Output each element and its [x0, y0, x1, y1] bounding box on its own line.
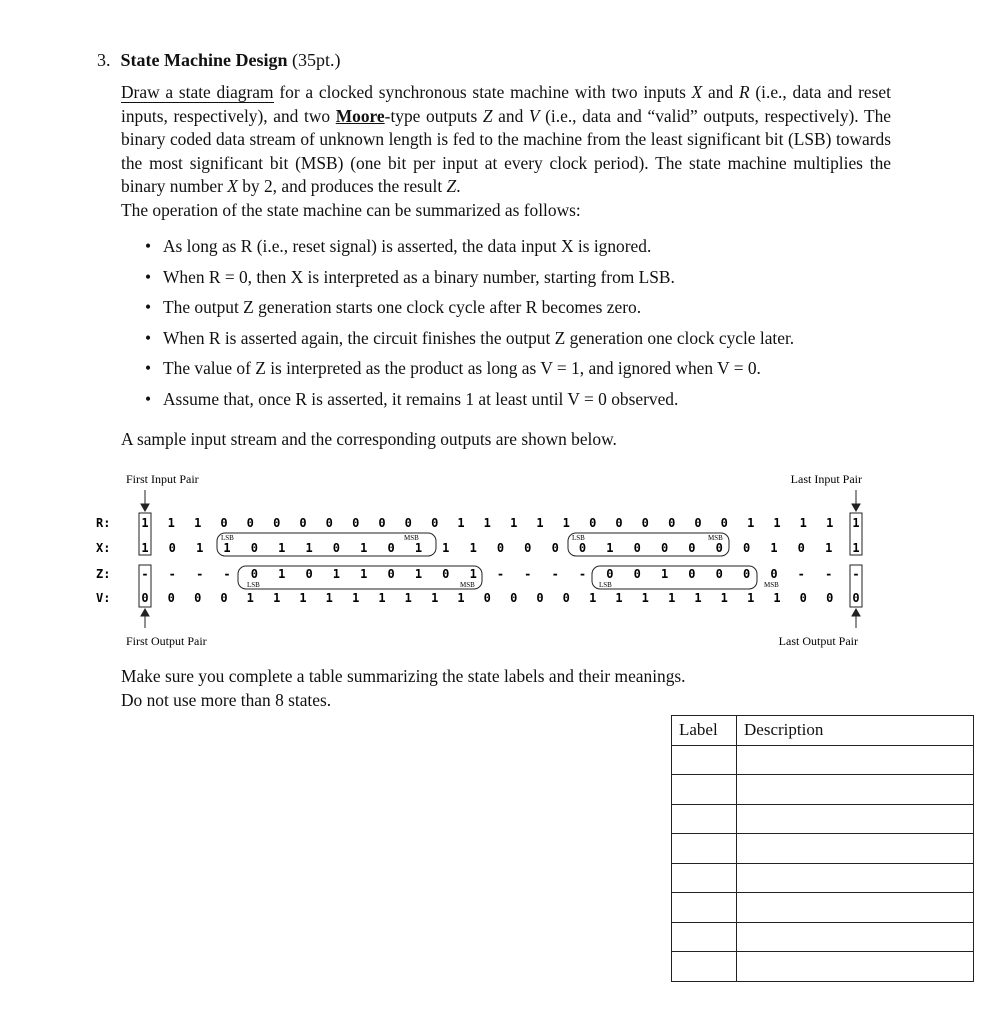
bit-value: -: [141, 567, 149, 581]
instruction-state-limit: Do not use more than 8 states.: [121, 690, 332, 710]
bit-value: 1: [469, 567, 477, 581]
bit-value: 1: [469, 541, 477, 555]
bullet-item: • When R is asserted again, the circuit finishes the output Z generation one clock cycle later.: [145, 328, 795, 348]
underlined-instruction: Draw a state diagram: [121, 82, 274, 102]
bit-value: -: [223, 567, 231, 581]
bit-value: 0: [332, 541, 341, 555]
bit-value: 1: [194, 516, 202, 530]
table-row: [672, 893, 974, 923]
bit-value: 1: [299, 591, 307, 605]
table-row: [672, 922, 974, 952]
bit-value: 1: [457, 591, 465, 605]
bit-value: 1: [404, 591, 412, 605]
problem-number: 3.: [97, 50, 111, 70]
bit-value: 1: [852, 516, 860, 530]
bit-value: 1: [536, 516, 544, 530]
bit-value: 1: [641, 591, 649, 605]
bit-value: 1: [826, 516, 834, 530]
bit-value: -: [551, 567, 559, 581]
moore-keyword: Moore: [335, 105, 385, 126]
sample-intro: A sample input stream and the corresponding outputs are shown below.: [121, 429, 617, 449]
bit-value: 0: [431, 516, 439, 530]
label-cell[interactable]: [672, 952, 737, 982]
bit-value: 0: [742, 541, 751, 555]
table-row: [672, 775, 974, 805]
bit-value: 1: [799, 516, 807, 530]
label-cell[interactable]: [672, 804, 737, 834]
bit-value: 0: [615, 516, 623, 530]
bit-value: 1: [825, 541, 833, 555]
bit-value: 0: [688, 567, 696, 581]
bit-value: -: [825, 567, 833, 581]
bit-value: 1: [223, 541, 231, 555]
bit-value: 0: [668, 516, 676, 530]
bit-value: 0: [720, 516, 728, 530]
row-label: X:: [96, 541, 111, 555]
first-output-label: First Output Pair: [126, 634, 207, 648]
bit-value: 0: [168, 541, 176, 555]
bit-value: 1: [770, 541, 778, 555]
bit-value: 1: [606, 541, 614, 555]
bit-value: 0: [852, 591, 860, 605]
row-label: R:: [96, 516, 111, 530]
bit-value: 1: [773, 516, 781, 530]
bit-value: 0: [606, 567, 614, 581]
msb-tag: MSB: [764, 581, 779, 589]
state-label-table: [671, 715, 974, 982]
bit-value: 1: [414, 541, 423, 555]
msb-tag: MSB: [404, 534, 419, 542]
bit-value: 0: [799, 591, 807, 605]
bit-value: 0: [220, 591, 228, 605]
last-output-label: Last Output Pair: [778, 634, 858, 648]
bit-value: 0: [246, 516, 254, 530]
bit-value: 0: [633, 567, 641, 581]
bit-value: 0: [442, 567, 450, 581]
bullet-item: • The output Z generation starts one clock cycle after R becomes zero.: [145, 297, 642, 317]
bit-value: 0: [352, 516, 360, 530]
msb-tag: MSB: [708, 534, 723, 542]
bit-value: -: [578, 567, 587, 581]
bullet-item: • The value of Z is interpreted as the product as long as V = 1, and ignored when V = 0.: [145, 358, 761, 378]
bit-value: 1: [747, 591, 755, 605]
description-cell[interactable]: [737, 804, 974, 834]
bit-value: 1: [668, 591, 676, 605]
bit-value: 0: [141, 591, 149, 605]
bit-value: -: [168, 567, 176, 581]
bullet-dot-icon: •: [145, 267, 152, 287]
bit-value: 0: [325, 516, 333, 530]
bullet-dot-icon: •: [145, 389, 152, 409]
problem-title: State Machine Design: [120, 50, 288, 70]
bit-value: 0: [387, 567, 395, 581]
z-number-group: [592, 566, 757, 589]
bit-value: 1: [510, 516, 518, 530]
bit-value: 1: [278, 541, 286, 555]
bit-value: 1: [747, 516, 755, 530]
bit-value: 0: [250, 541, 259, 555]
bit-value: 0: [305, 567, 313, 581]
label-cell[interactable]: [672, 775, 737, 805]
instruction-table: Make sure you complete a table summarizing the state labels and their meanings.: [121, 666, 686, 686]
msb-tag: MSB: [460, 581, 475, 589]
lsb-tag: LSB: [221, 534, 234, 542]
bit-value: 1: [660, 567, 669, 581]
bit-value: 1: [305, 541, 313, 555]
bit-value: 1: [720, 591, 728, 605]
table-row: [672, 804, 974, 834]
bit-value: 1: [589, 591, 597, 605]
x-number-group: [568, 533, 729, 556]
bit-value: 0: [299, 516, 307, 530]
bit-value: 1: [325, 591, 333, 605]
description-cell[interactable]: [737, 745, 974, 775]
bit-value: -: [852, 567, 860, 581]
bit-value: 1: [246, 591, 254, 605]
bit-value: 0: [578, 541, 587, 555]
label-cell[interactable]: [672, 863, 737, 893]
bit-value: 1: [442, 541, 450, 555]
bit-value: 0: [562, 591, 570, 605]
bit-value: -: [196, 567, 204, 581]
bullet-dot-icon: •: [145, 297, 152, 317]
description-cell[interactable]: [737, 863, 974, 893]
description-cell[interactable]: [737, 775, 974, 805]
label-cell[interactable]: [672, 745, 737, 775]
lsb-tag: LSB: [572, 534, 585, 542]
bullet-item: • When R = 0, then X is interpreted as a binary number, starting from LSB.: [145, 267, 675, 287]
bit-value: 1: [360, 567, 368, 581]
bit-value: 0: [641, 516, 649, 530]
bit-value: 0: [551, 541, 559, 555]
table-row: [672, 863, 974, 893]
bit-value: 1: [562, 516, 570, 530]
bit-value: 0: [510, 591, 518, 605]
bit-value: 0: [378, 516, 386, 530]
table-row: [672, 952, 974, 982]
bit-value: 0: [715, 567, 723, 581]
operation-summary-intro: The operation of the state machine can be summarized as follows:: [121, 200, 581, 220]
bit-value: 1: [852, 541, 860, 555]
label-cell[interactable]: [672, 922, 737, 952]
description-cell[interactable]: [737, 834, 974, 864]
bit-value: 0: [797, 541, 805, 555]
bullet-dot-icon: •: [145, 358, 152, 378]
bit-value: 0: [496, 541, 505, 555]
bit-value: 0: [715, 541, 723, 555]
bit-value: 0: [742, 567, 751, 581]
bit-value: 1: [615, 591, 623, 605]
bit-value: 1: [457, 516, 465, 530]
bit-value: 0: [404, 516, 412, 530]
bit-value: 1: [167, 516, 175, 530]
bit-value: 1: [378, 591, 386, 605]
lsb-tag: LSB: [599, 581, 612, 589]
row-label: Z:: [96, 567, 111, 581]
bullet-dot-icon: •: [145, 236, 152, 256]
bit-value: 0: [273, 516, 281, 530]
lsb-tag: LSB: [247, 581, 260, 589]
bit-value: 0: [167, 591, 175, 605]
bit-value: 0: [220, 516, 228, 530]
bit-value: 1: [483, 516, 491, 530]
bit-value: 1: [278, 567, 286, 581]
bit-value: 0: [483, 591, 491, 605]
bit-value: 1: [414, 567, 423, 581]
bit-value: 0: [524, 541, 532, 555]
bit-value: 1: [431, 591, 439, 605]
bit-value: 1: [332, 567, 341, 581]
bit-value: 0: [194, 591, 202, 605]
last-input-label: Last Input Pair: [790, 472, 862, 486]
bit-value: 1: [694, 591, 702, 605]
bit-value: 0: [589, 516, 597, 530]
bit-value: 0: [387, 541, 395, 555]
description-cell[interactable]: [737, 922, 974, 952]
label-cell[interactable]: [672, 834, 737, 864]
bit-value: 1: [141, 516, 149, 530]
bit-value: 1: [273, 591, 281, 605]
bullet-item: • Assume that, once R is asserted, it remains 1 at least until V = 0 observed.: [145, 389, 679, 409]
header-description: Description: [737, 716, 974, 746]
description-cell[interactable]: [737, 952, 974, 982]
problem-points: (35pt.): [291, 50, 341, 70]
row-label: V:: [96, 591, 111, 605]
bit-value: 1: [360, 541, 368, 555]
bit-value: 1: [352, 591, 360, 605]
first-input-label: First Input Pair: [126, 472, 199, 486]
bit-value: 0: [536, 591, 544, 605]
bit-value: -: [524, 567, 532, 581]
table-row: [672, 834, 974, 864]
table-row: [672, 745, 974, 775]
label-cell[interactable]: [672, 893, 737, 923]
bit-value: 0: [688, 541, 696, 555]
description-cell[interactable]: [737, 893, 974, 923]
problem-description: Draw a state diagram for a clocked synchronous state machine with two inputs X and R (i.e., data and reset inputs, respectively), and two Moore-type outputs Z and V (i.e., data and “valid” outputs, respectively). The binary coded data stream of unknown length is fed to the machine from the least significant bit (LSB) towards the most significant bit (MSB) (one bit per input at every clock period). The state machine multiplies the binary number X by 2, and produces the result Z.: [121, 82, 891, 196]
table-header-row: [672, 716, 974, 746]
bit-value: 0: [250, 567, 259, 581]
bit-value: 1: [141, 541, 149, 555]
bullet-item: • As long as R (i.e., reset signal) is asserted, the data input X is ignored.: [145, 236, 652, 256]
bit-value: -: [496, 567, 505, 581]
bit-value: 0: [694, 516, 702, 530]
bit-value: 1: [196, 541, 204, 555]
bit-value: 0: [633, 541, 641, 555]
header-label: Label: [672, 716, 737, 746]
bit-value: 0: [826, 591, 834, 605]
bit-value: -: [797, 567, 805, 581]
bit-value: 1: [773, 591, 781, 605]
bit-value: 0: [770, 567, 778, 581]
bit-value: 0: [660, 541, 669, 555]
bullet-dot-icon: •: [145, 328, 152, 348]
